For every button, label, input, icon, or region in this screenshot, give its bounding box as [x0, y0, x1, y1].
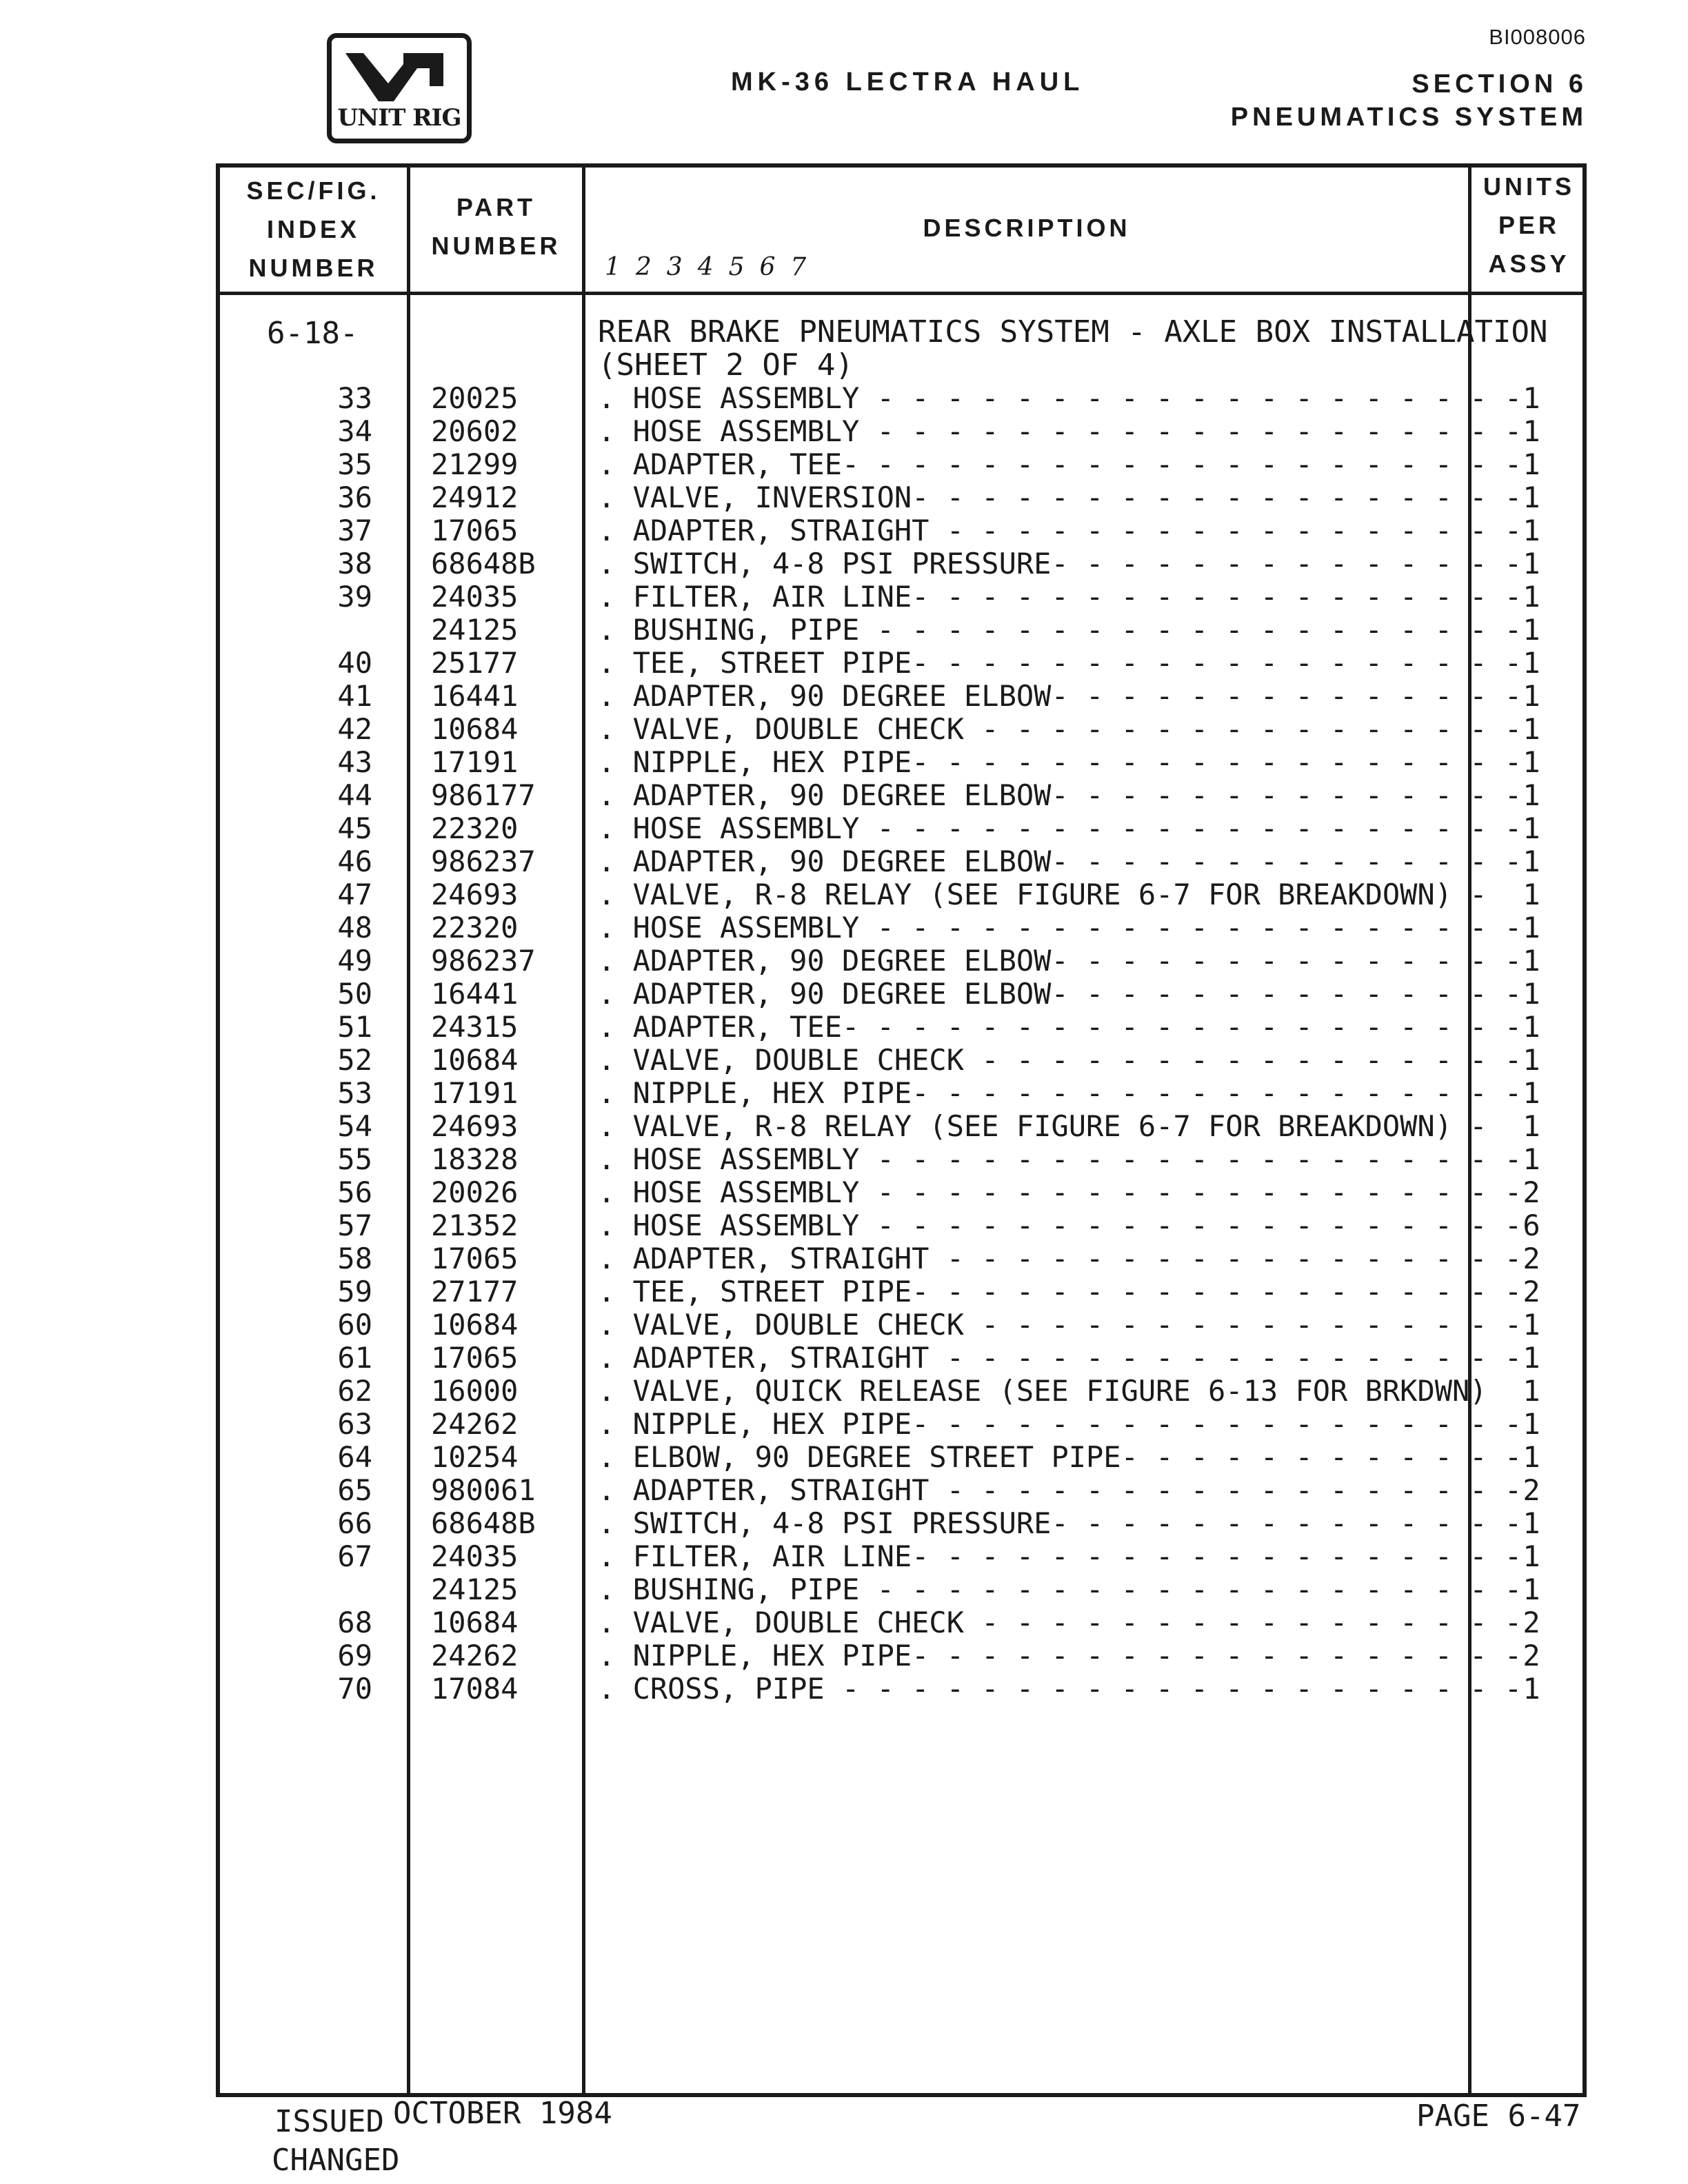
units-per-assy: 1 [1523, 679, 1540, 713]
table-row [220, 680, 1582, 713]
part-description: . SWITCH, 4-8 PSI PRESSURE- - - - - - - - - - - - - - [598, 547, 1523, 580]
units-per-assy: 1 [1523, 845, 1540, 878]
part-description: . HOSE ASSEMBLY - - - - - - - - - - - - - - - - - - - [598, 414, 1523, 448]
units-per-assy: 1 [1523, 1539, 1540, 1573]
logo-text: UNIT RIG [337, 104, 461, 132]
table-row [220, 614, 1582, 647]
index-number: 36 [337, 481, 372, 514]
part-description: . VALVE, INVERSION- - - - - - - - - - - - - - - - - - [598, 481, 1523, 514]
index-number: 61 [337, 1341, 372, 1375]
table-row [220, 1242, 1582, 1275]
table-row [220, 1275, 1582, 1308]
part-description: . HOSE ASSEMBLY - - - - - - - - - - - - - - - - - - - [598, 1209, 1523, 1242]
index-number: 43 [337, 745, 372, 779]
index-number: 52 [337, 1043, 372, 1077]
units-per-assy: 2 [1523, 1473, 1540, 1507]
table-row [220, 1110, 1582, 1143]
table-row [220, 1011, 1582, 1044]
units-per-assy: 1 [1523, 547, 1540, 580]
part-description: . VALVE, DOUBLE CHECK - - - - - - - - - - - - - - - - [598, 1308, 1523, 1342]
part-number: 17065 [431, 1341, 519, 1375]
units-per-assy: 1 [1523, 481, 1540, 514]
part-number: 986177 [431, 778, 536, 812]
index-number: 70 [337, 1672, 372, 1706]
part-number: 20025 [431, 381, 519, 415]
part-description: . BUSHING, PIPE - - - - - - - - - - - - - - - - - - - [598, 613, 1523, 647]
table-row [220, 812, 1582, 845]
index-number: 53 [337, 1076, 372, 1110]
manual-title: MK-36 LECTRA HAUL [731, 68, 1085, 97]
index-number: 39 [337, 580, 372, 614]
index-number: 62 [337, 1374, 372, 1408]
index-number: 60 [337, 1308, 372, 1342]
table-row [220, 878, 1582, 911]
units-per-assy: 1 [1523, 977, 1540, 1011]
part-description: . ADAPTER, STRAIGHT - - - - - - - - - - - - - - - - - [598, 1242, 1523, 1275]
part-number: 16441 [431, 679, 519, 713]
table-row [220, 713, 1582, 746]
index-number: 69 [337, 1639, 372, 1672]
table-row [220, 1441, 1582, 1474]
units-per-assy: 6 [1523, 1209, 1540, 1242]
index-number: 34 [337, 414, 372, 448]
assembly-title: REAR BRAKE PNEUMATICS SYSTEM - AXLE BOX INSTALLATION (SHEET 2 OF 4) [598, 314, 1548, 383]
table-row [220, 845, 1582, 878]
part-number: 10684 [431, 1606, 519, 1639]
units-per-assy: 2 [1523, 1606, 1540, 1639]
table-row [220, 1507, 1582, 1540]
table-row [220, 481, 1582, 514]
units-per-assy: 1 [1523, 1043, 1540, 1077]
part-number: 25177 [431, 646, 519, 680]
part-number: 27177 [431, 1275, 519, 1308]
index-number: 33 [337, 381, 372, 415]
index-number: 49 [337, 944, 372, 978]
part-description: . NIPPLE, HEX PIPE- - - - - - - - - - - - - - - - - - [598, 1407, 1523, 1441]
table-row [220, 746, 1582, 779]
table-row [220, 1077, 1582, 1110]
table-row [220, 1639, 1582, 1672]
part-number: 17191 [431, 745, 519, 779]
part-description: . NIPPLE, HEX PIPE- - - - - - - - - - - - - - - - - - [598, 1076, 1523, 1110]
issued-label: ISSUED [274, 2104, 384, 2139]
part-description: . CROSS, PIPE - - - - - - - - - - - - - - - - - - - - [598, 1672, 1523, 1706]
part-description: . ADAPTER, STRAIGHT - - - - - - - - - - - - - - - - - [598, 514, 1523, 547]
index-number: 66 [337, 1506, 372, 1540]
index-number: 46 [337, 845, 372, 878]
col-header-part-number: PART NUMBER [431, 193, 561, 260]
units-per-assy: 1 [1523, 646, 1540, 680]
units-per-assy: 1 [1523, 414, 1540, 448]
part-number: 20602 [431, 414, 519, 448]
part-description: . FILTER, AIR LINE- - - - - - - - - - - - - - - - - - [598, 580, 1523, 614]
part-number: 24035 [431, 1539, 519, 1573]
part-description: . TEE, STREET PIPE- - - - - - - - - - - - - - - - - - [598, 1275, 1523, 1308]
part-number: 68648B [431, 1506, 536, 1540]
part-number: 21299 [431, 447, 519, 481]
part-number: 986237 [431, 944, 536, 978]
part-number: 22320 [431, 811, 519, 845]
table-row [220, 1375, 1582, 1408]
table-row [220, 944, 1582, 978]
units-per-assy: 1 [1523, 514, 1540, 547]
part-description: . NIPPLE, HEX PIPE- - - - - - - - - - - - - - - - - - [598, 745, 1523, 779]
part-description: . VALVE, R-8 RELAY (SEE FIGURE 6-7 FOR BREAKDOWN) - [598, 1109, 1487, 1143]
table-row [220, 978, 1582, 1011]
table-row [220, 1209, 1582, 1242]
part-description: . ADAPTER, 90 DEGREE ELBOW- - - - - - - - - - - - - - [598, 977, 1523, 1011]
table-row [220, 1672, 1582, 1706]
index-number: 38 [337, 547, 372, 580]
part-description: . HOSE ASSEMBLY - - - - - - - - - - - - - - - - - - - [598, 911, 1523, 944]
part-number: 10684 [431, 1308, 519, 1342]
section-name: PNEUMATICS SYSTEM [1230, 103, 1587, 132]
units-per-assy: 1 [1523, 1010, 1540, 1044]
part-description: . HOSE ASSEMBLY - - - - - - - - - - - - - - - - - - - [598, 1142, 1523, 1176]
part-description: . HOSE ASSEMBLY - - - - - - - - - - - - - - - - - - - [598, 381, 1523, 415]
index-number: 68 [337, 1606, 372, 1639]
col-header-units: UNITS PER ASSY [1483, 172, 1575, 278]
part-number: 24125 [431, 613, 519, 647]
index-number: 42 [337, 712, 372, 746]
index-number: 44 [337, 778, 372, 812]
part-description: . ADAPTER, STRAIGHT - - - - - - - - - - - - - - - - - [598, 1341, 1523, 1375]
table-row [220, 1606, 1582, 1639]
unit-rig-logo [327, 33, 472, 143]
part-description: . ADAPTER, STRAIGHT - - - - - - - - - - - - - - - - - [598, 1473, 1523, 1507]
units-per-assy: 1 [1523, 1506, 1540, 1540]
part-description: . ADAPTER, 90 DEGREE ELBOW- - - - - - - - - - - - - - [598, 944, 1523, 978]
table-row [220, 514, 1582, 547]
part-number: 24262 [431, 1639, 519, 1672]
part-description: . VALVE, DOUBLE CHECK - - - - - - - - - - - - - - - - [598, 1043, 1523, 1077]
index-number: 57 [337, 1209, 372, 1242]
part-description: . ADAPTER, 90 DEGREE ELBOW- - - - - - - - - - - - - - [598, 679, 1523, 713]
document-id: BI008006 [1489, 25, 1586, 49]
part-description: . HOSE ASSEMBLY - - - - - - - - - - - - - - - - - - - [598, 1175, 1523, 1209]
index-number: 50 [337, 977, 372, 1011]
parts-table [216, 163, 1587, 2097]
table-row [220, 1474, 1582, 1507]
index-number: 51 [337, 1010, 372, 1044]
units-per-assy: 2 [1523, 1175, 1540, 1209]
units-per-assy: 1 [1523, 580, 1540, 614]
part-description: . ADAPTER, 90 DEGREE ELBOW- - - - - - - - - - - - - - [598, 845, 1523, 878]
part-description: . HOSE ASSEMBLY - - - - - - - - - - - - - - - - - - - [598, 811, 1523, 845]
part-description: . ADAPTER, TEE- - - - - - - - - - - - - - - - - - - - [598, 1010, 1523, 1044]
units-per-assy: 1 [1523, 447, 1540, 481]
index-number: 55 [337, 1142, 372, 1176]
part-number: 980061 [431, 1473, 536, 1507]
table-row [220, 1342, 1582, 1375]
part-description: . FILTER, AIR LINE- - - - - - - - - - - - - - - - - - [598, 1539, 1523, 1573]
units-per-assy: 1 [1523, 745, 1540, 779]
part-number: 24035 [431, 580, 519, 614]
index-number: 54 [337, 1109, 372, 1143]
part-number: 22320 [431, 911, 519, 944]
index-number: 37 [337, 514, 372, 547]
units-per-assy: 1 [1523, 1672, 1540, 1706]
part-number: 17065 [431, 1242, 519, 1275]
units-per-assy: 1 [1523, 811, 1540, 845]
part-number: 24262 [431, 1407, 519, 1441]
units-per-assy: 2 [1523, 1275, 1540, 1308]
index-number: 59 [337, 1275, 372, 1308]
part-description: . NIPPLE, HEX PIPE- - - - - - - - - - - - - - - - - - [598, 1639, 1523, 1672]
units-per-assy: 1 [1523, 381, 1540, 415]
units-per-assy: 1 [1523, 613, 1540, 647]
index-number: 65 [337, 1473, 372, 1507]
index-number: 47 [337, 878, 372, 911]
table-row [220, 1176, 1582, 1209]
header-divider [220, 292, 1582, 295]
table-row [220, 1044, 1582, 1077]
units-per-assy: 1 [1523, 712, 1540, 746]
part-number: 24912 [431, 481, 519, 514]
units-per-assy: 1 [1523, 911, 1540, 944]
indent-level-digits: 1234567 [605, 253, 822, 281]
index-number: 64 [337, 1440, 372, 1474]
issued-date: OCTOBER 1984 [393, 2096, 612, 2131]
part-number: 16441 [431, 977, 519, 1011]
units-per-assy: 1 [1523, 1407, 1540, 1441]
units-per-assy: 1 [1523, 1374, 1540, 1408]
unit-rig-emblem-icon [340, 43, 457, 112]
units-per-assy: 1 [1523, 878, 1540, 911]
part-number: 16000 [431, 1374, 519, 1408]
part-number: 10254 [431, 1440, 519, 1474]
col-header-description: DESCRIPTION [923, 214, 1131, 242]
table-row [220, 1143, 1582, 1176]
figure-number: 6-18- [267, 316, 359, 351]
units-per-assy: 1 [1523, 1573, 1540, 1606]
table-row [220, 382, 1582, 415]
section-heading [1231, 68, 1587, 134]
table-row [220, 911, 1582, 944]
part-description: . VALVE, DOUBLE CHECK - - - - - - - - - - - - - - - - [598, 712, 1523, 746]
table-row [220, 1573, 1582, 1606]
part-number: 68648B [431, 547, 536, 580]
table-row [220, 415, 1582, 448]
page-number: PAGE 6-47 [1416, 2099, 1581, 2134]
index-number: 41 [337, 679, 372, 713]
index-number: 45 [337, 811, 372, 845]
part-number: 24693 [431, 1109, 519, 1143]
part-number: 17084 [431, 1672, 519, 1706]
part-number: 986237 [431, 845, 536, 878]
units-per-assy: 1 [1523, 1142, 1540, 1176]
units-per-assy: 1 [1523, 1440, 1540, 1474]
part-number: 21352 [431, 1209, 519, 1242]
index-number: 67 [337, 1539, 372, 1573]
part-description: . VALVE, R-8 RELAY (SEE FIGURE 6-7 FOR BREAKDOWN) - [598, 878, 1487, 911]
part-description: . VALVE, QUICK RELEASE (SEE FIGURE 6-13 FOR BRKDWN) [598, 1374, 1487, 1408]
index-number: 48 [337, 911, 372, 944]
table-row [220, 1408, 1582, 1441]
part-number: 24125 [431, 1573, 519, 1606]
table-row [220, 580, 1582, 614]
units-per-assy: 2 [1523, 1639, 1540, 1672]
table-row [220, 547, 1582, 580]
table-row [220, 448, 1582, 481]
table-row [220, 779, 1582, 812]
units-per-assy: 1 [1523, 1341, 1540, 1375]
part-number: 17065 [431, 514, 519, 547]
part-description: . VALVE, DOUBLE CHECK - - - - - - - - - - - - - - - - [598, 1606, 1523, 1639]
part-description: . ADAPTER, 90 DEGREE ELBOW- - - - - - - - - - - - - - [598, 778, 1523, 812]
part-description: . ADAPTER, TEE- - - - - - - - - - - - - - - - - - - - [598, 447, 1523, 481]
part-description: . SWITCH, 4-8 PSI PRESSURE- - - - - - - - - - - - - - [598, 1506, 1523, 1540]
index-number: 63 [337, 1407, 372, 1441]
part-description: . TEE, STREET PIPE- - - - - - - - - - - - - - - - - - [598, 646, 1523, 680]
index-number: 40 [337, 646, 372, 680]
part-number: 10684 [431, 1043, 519, 1077]
changed-label: CHANGED [272, 2143, 400, 2178]
table-row [220, 1540, 1582, 1573]
part-number: 20026 [431, 1175, 519, 1209]
units-per-assy: 1 [1523, 1308, 1540, 1342]
units-per-assy: 2 [1523, 1242, 1540, 1275]
part-number: 18328 [431, 1142, 519, 1176]
part-number: 24693 [431, 878, 519, 911]
section-number: SECTION 6 [1411, 70, 1587, 99]
part-description: . BUSHING, PIPE - - - - - - - - - - - - - - - - - - - [598, 1573, 1523, 1606]
part-number: 24315 [431, 1010, 519, 1044]
units-per-assy: 1 [1523, 1076, 1540, 1110]
col-header-index: SEC/FIG. INDEX NUMBER [246, 176, 381, 282]
index-number: 35 [337, 447, 372, 481]
part-number: 10684 [431, 712, 519, 746]
units-per-assy: 1 [1523, 778, 1540, 812]
table-row [220, 1308, 1582, 1342]
part-number: 17191 [431, 1076, 519, 1110]
units-per-assy: 1 [1523, 1109, 1540, 1143]
table-row [220, 647, 1582, 680]
index-number: 58 [337, 1242, 372, 1275]
units-per-assy: 1 [1523, 944, 1540, 978]
part-description: . ELBOW, 90 DEGREE STREET PIPE- - - - - - - - - - - - [598, 1440, 1523, 1474]
index-number: 56 [337, 1175, 372, 1209]
